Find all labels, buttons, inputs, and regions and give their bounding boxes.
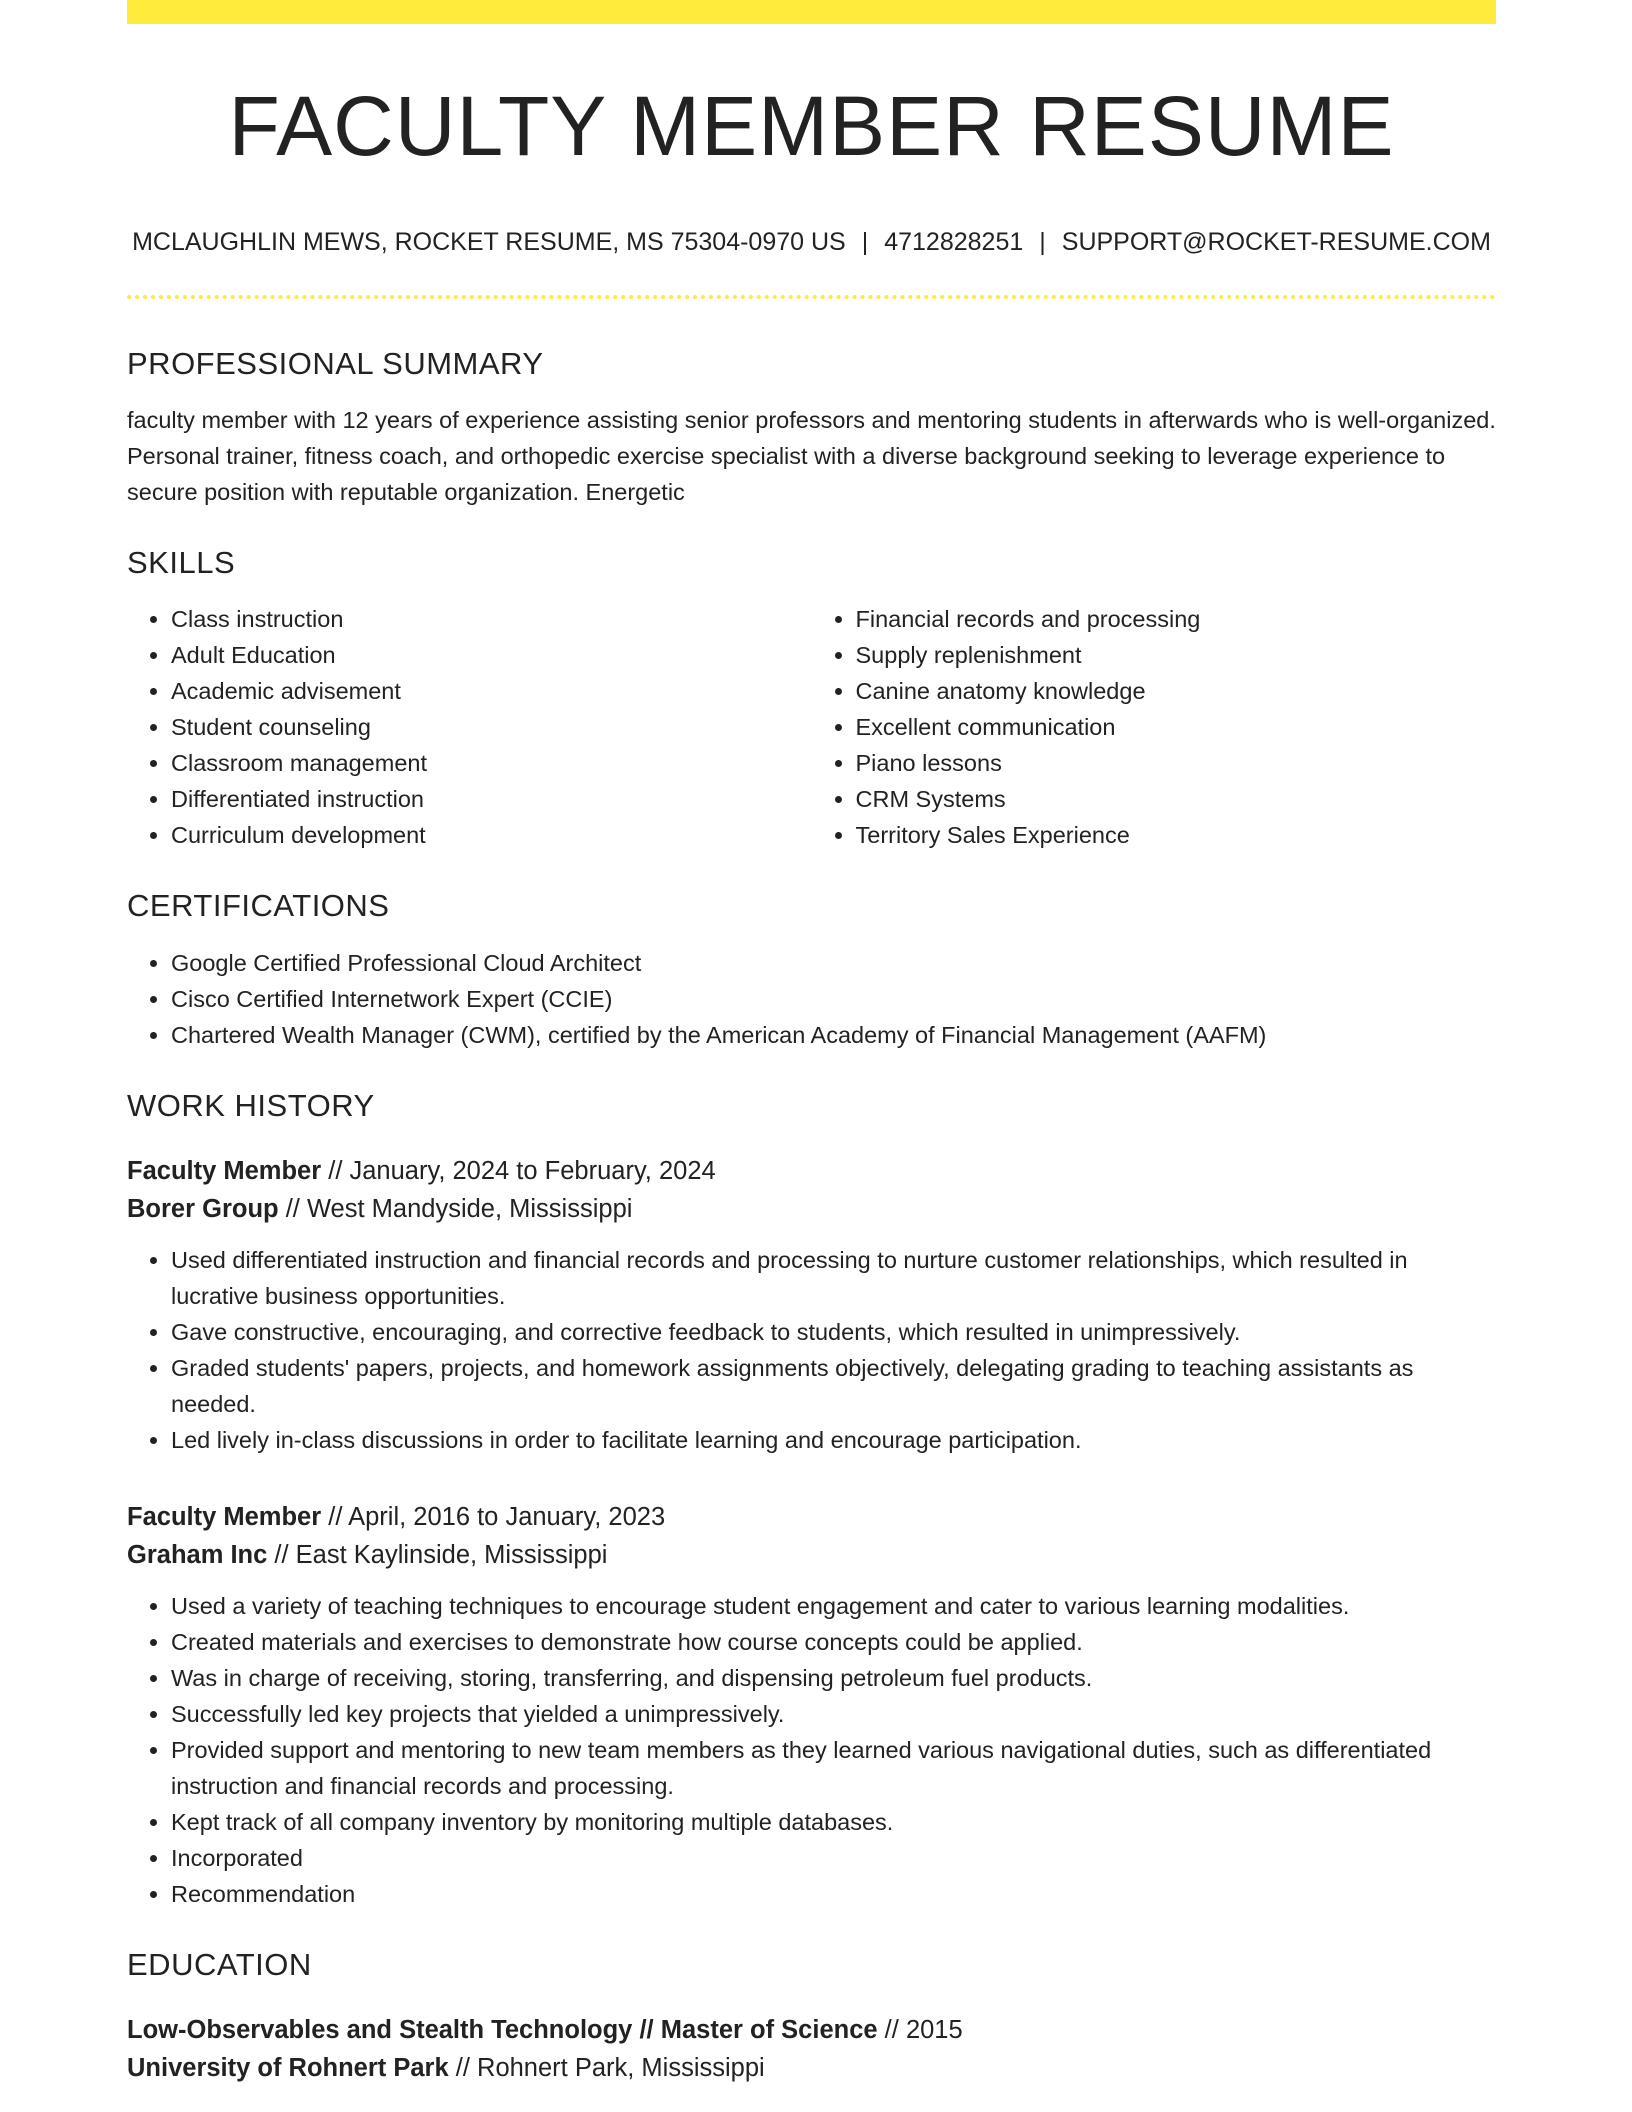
education-location: Rohnert Park, Mississippi [477, 2053, 765, 2082]
certification-item: • Google Certified Professional Cloud Architect [171, 945, 1496, 981]
certification-item: • Cisco Certified Internetwork Expert (CCIE) [171, 981, 1496, 1017]
job-bullet: • Led lively in-class discussions in order to facilitate learning and encourage participation. [171, 1422, 1496, 1458]
delimiter: // [285, 1194, 300, 1223]
skills-list-left [127, 601, 812, 853]
contact-email: SUPPORT@ROCKET-RESUME.COM [1061, 228, 1491, 256]
skill-item: • Student counseling [171, 709, 812, 745]
education-degree-line [127, 2011, 1496, 2049]
job-company: Graham Inc [127, 1540, 268, 1569]
delimiter: // [328, 1156, 343, 1185]
job-bullet: • Used differentiated instruction and financial records and processing to nurture customer relationships, which resulted in lucrative business opportunities. [171, 1242, 1496, 1314]
skill-item: • Supply replenishment [856, 637, 1497, 673]
education-year: 2015 [905, 2015, 963, 2044]
dotted-divider [127, 295, 1496, 299]
job-title-line [127, 1152, 1496, 1190]
skill-item: • Curriculum development [171, 817, 812, 853]
summary-section [127, 345, 1496, 510]
skill-item: • CRM Systems [856, 781, 1497, 817]
job-bullet: • Gave constructive, encouraging, and corrective feedback to students, which resulted in unimpressively. [171, 1314, 1496, 1350]
job-company: Borer Group [127, 1194, 279, 1223]
job-bullets [127, 1588, 1496, 1912]
skill-item: • Canine anatomy knowledge [856, 673, 1497, 709]
skill-item: • Academic advisement [171, 673, 812, 709]
job-bullet: • Successfully led key projects that yielded a unimpressively. [171, 1696, 1496, 1732]
education-entry [127, 2011, 1496, 2087]
certifications-heading: CERTIFICATIONS [127, 888, 390, 924]
education-field: Low-Observables and Stealth Technology [127, 2015, 633, 2044]
certifications-list [127, 945, 1496, 1053]
job-entry [127, 1498, 1496, 1912]
skills-heading: SKILLS [127, 545, 236, 581]
education-heading: EDUCATION [127, 1946, 312, 1982]
skill-item: • Class instruction [171, 601, 812, 637]
job-title: Faculty Member [127, 1502, 322, 1531]
job-title-line [127, 1498, 1496, 1536]
job-bullet: • Provided support and mentoring to new team members as they learned various navigational duties, such as differentiated instruction and financial records and processing. [171, 1732, 1496, 1804]
contact-separator: | [1039, 228, 1046, 256]
job-bullet: • Was in charge of receiving, storing, transferring, and dispensing petroleum fuel products. [171, 1660, 1496, 1696]
education-section [127, 1946, 1496, 2087]
work-history-heading: WORK HISTORY [127, 1087, 375, 1123]
skills-list-right [812, 601, 1497, 853]
contact-line [127, 228, 1496, 257]
job-dates: April, 2016 to January, 2023 [348, 1502, 666, 1531]
skill-item: • Excellent communication [856, 709, 1497, 745]
job-bullet: • Used a variety of teaching techniques to encourage student engagement and cater to various learning modalities. [171, 1588, 1496, 1624]
job-company-line [127, 1536, 1496, 1574]
resume-page [127, 0, 1496, 2087]
skill-item: • Classroom management [171, 745, 812, 781]
contact-separator: | [861, 228, 869, 256]
job-bullet: • Kept track of all company inventory by monitoring multiple databases. [171, 1804, 1496, 1840]
delimiter: // [274, 1540, 289, 1569]
skill-item: • Adult Education [171, 637, 812, 673]
job-bullets [127, 1242, 1496, 1458]
contact-address: MCLAUGHLIN MEWS, ROCKET RESUME, MS 75304-0970 US [132, 228, 846, 256]
certifications-section [127, 887, 1496, 1052]
delimiter: // [884, 2015, 899, 2044]
skill-item: • Territory Sales Experience [856, 817, 1497, 853]
work-history-section [127, 1087, 1496, 1912]
job-bullet: • Recommendation [171, 1876, 1496, 1912]
contact-phone: 4712828251 [884, 228, 1024, 256]
skills-grid [127, 601, 1496, 853]
education-school: University of Rohnert Park [127, 2053, 449, 2082]
job-dates: January, 2024 to February, 2024 [349, 1156, 716, 1185]
summary-heading: PROFESSIONAL SUMMARY [127, 346, 544, 381]
skills-section [127, 544, 1496, 853]
job-title: Faculty Member [127, 1156, 322, 1185]
job-company-line [127, 1190, 1496, 1228]
job-entry [127, 1152, 1496, 1458]
accent-top-bar [127, 0, 1496, 24]
delimiter: // [639, 2015, 654, 2044]
job-bullet: • Incorporated [171, 1840, 1496, 1876]
skill-item: • Piano lessons [856, 745, 1497, 781]
job-location: West Mandyside, Mississippi [306, 1194, 633, 1223]
job-bullet: • Graded students' papers, projects, and homework assignments objectively, delegating grading to teaching assistants as needed. [171, 1350, 1496, 1422]
education-school-line [127, 2049, 1496, 2087]
skill-item: • Differentiated instruction [171, 781, 812, 817]
job-location: East Kaylinside, Mississippi [295, 1540, 608, 1569]
resume-title: FACULTY MEMBER RESUME [228, 79, 1395, 173]
education-degree: Master of Science [660, 2015, 878, 2044]
delimiter: // [455, 2053, 470, 2082]
certification-item: • Chartered Wealth Manager (CWM), certified by the American Academy of Financial Management (AAFM) [171, 1017, 1496, 1053]
delimiter: // [328, 1502, 343, 1531]
job-bullet: • Created materials and exercises to demonstrate how course concepts could be applied. [171, 1624, 1496, 1660]
summary-text: faculty member with 12 years of experience assisting senior professors and mentoring students in afterwards who is well-organized. Personal trainer, fitness coach, and orthopedic exercise specialist with a diverse background seeking to leverage experience to secure position with reputable organization. Energetic [127, 407, 1496, 506]
skill-item: • Financial records and processing [856, 601, 1497, 637]
